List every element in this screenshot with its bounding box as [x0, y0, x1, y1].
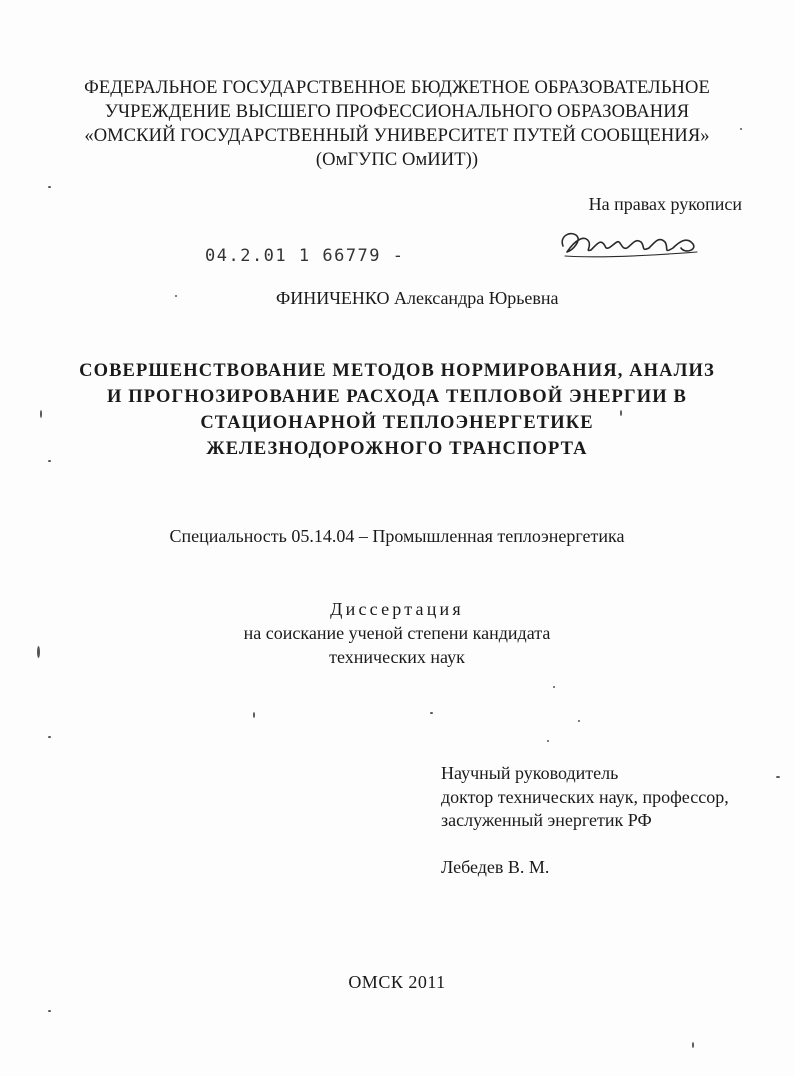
- scan-speck: [740, 128, 742, 130]
- scan-speck: [48, 186, 51, 188]
- scan-speck: [175, 295, 177, 297]
- dissertation-heading: Диссертация: [330, 599, 464, 619]
- institution-line-4: (ОмГУПС ОмИИТ)): [315, 150, 479, 170]
- title-line-1: СОВЕРШЕНСТВОВАНИЕ МЕТОДОВ НОРМИРОВАНИЯ, АНАЛИЗ: [79, 361, 715, 381]
- scan-speck: [553, 686, 555, 688]
- advisor-degree: доктор технических наук, профессор,: [441, 787, 729, 807]
- registration-number: 04.2.01 1 66779 -: [205, 246, 405, 266]
- advisor-role: Научный руководитель: [441, 763, 619, 783]
- scan-speck: [776, 776, 780, 778]
- scan-speck: [253, 712, 255, 718]
- specialty: Специальность 05.14.04 – Промышленная теплоэнергетика: [169, 526, 625, 546]
- author-name: ФИНИЧЕНКО Александра Юрьевна: [276, 288, 559, 308]
- dissertation-degree-line-2: технических наук: [329, 647, 465, 667]
- scan-speck: [37, 646, 40, 658]
- scan-speck: [547, 740, 549, 742]
- scan-speck: [48, 460, 51, 462]
- institution-line-3: «ОМСКИЙ ГОСУДАРСТВЕННЫЙ УНИВЕРСИТЕТ ПУТЕЙ СООБЩЕНИЯ»: [84, 126, 710, 146]
- handwritten-signature: [555, 222, 705, 264]
- scan-speck: [48, 736, 51, 738]
- title-line-2: И ПРОГНОЗИРОВАНИЕ РАСХОДА ТЕПЛОВОЙ ЭНЕРГИИ В: [107, 387, 687, 407]
- scan-speck: [692, 1042, 694, 1048]
- institution-line-1: ФЕДЕРАЛЬНОЕ ГОСУДАРСТВЕННОЕ БЮДЖЕТНОЕ ОБРАЗОВАТЕЛЬНОЕ: [84, 78, 710, 98]
- scan-speck: [620, 410, 622, 416]
- scan-speck: [48, 1010, 51, 1012]
- institution-line-2: УЧРЕЖДЕНИЕ ВЫСШЕГО ПРОФЕССИОНАЛЬНОГО ОБРАЗОВАНИЯ: [104, 102, 690, 122]
- title-line-3: СТАЦИОНАРНОЙ ТЕПЛОЭНЕРГЕТИКЕ: [200, 413, 594, 433]
- scan-speck: [578, 720, 580, 722]
- advisor-name: Лебедев В. М.: [441, 857, 550, 877]
- scan-speck: [430, 712, 433, 714]
- title-line-4: ЖЕЛЕЗНОДОРОЖНОГО ТРАНСПОРТА: [206, 439, 588, 459]
- scan-speck: [40, 410, 42, 418]
- advisor-honor: заслуженный энергетик РФ: [441, 810, 652, 830]
- dissertation-degree-line-1: на соискание ученой степени кандидата: [243, 623, 551, 643]
- city-year: ОМСК 2011: [348, 972, 446, 992]
- rights-note: На правах рукописи: [588, 194, 742, 214]
